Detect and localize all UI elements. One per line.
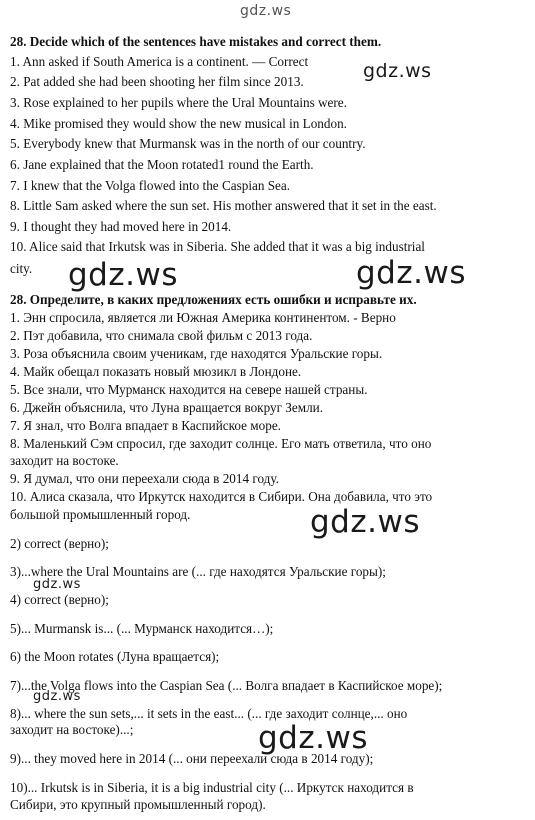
watermark-top: gdz.ws: [240, 3, 292, 19]
russian-sentence: 3. Роза объяснила своим ученикам, где находятся Уральские горы.: [10, 346, 383, 361]
watermark: gdz.ws: [363, 60, 432, 82]
russian-sentence: 6. Джейн объяснила, что Луна вращается вокруг Земли.: [10, 400, 324, 415]
russian-sentence: 4. Майк обещал показать новый мюзикл в Лондоне.: [10, 364, 302, 379]
russian-sentence: 10. Алиса сказала, что Иркутск находится в Сибири. Она добавила, что это: [10, 489, 433, 504]
english-sentence: 10. Alice said that Irkutsk was in Siberia. She added that it was a big industrial: [10, 239, 425, 254]
russian-sentence: большой промышленный город.: [10, 507, 191, 522]
russian-sentence: 7. Я знал, что Волга впадает в Каспийское море.: [10, 418, 281, 433]
watermark: gdz.ws: [33, 577, 81, 592]
english-sentence: 5. Everybody knew that Murmansk was in the north of our country.: [10, 136, 366, 151]
english-sentence: 4. Mike promised they would show the new musical in London.: [10, 116, 347, 131]
english-sentence: 2. Pat added she had been shooting her film since 2013.: [10, 74, 304, 89]
answer-line: 6) the Moon rotates (Луна вращается);: [10, 649, 220, 664]
russian-sentence: 9. Я думал, что они переехали сюда в 2014 году.: [10, 471, 279, 486]
english-sentence: 6. Jane explained that the Moon rotated1 round the Earth.: [10, 157, 314, 172]
russian-sentence: 5. Все знали, что Мурманск находится на севере нашей страны.: [10, 382, 368, 397]
answer-line: 3)...where the Ural Mountains are (... где находятся Уральские горы);: [10, 564, 386, 579]
answer-line: 2) correct (верно);: [10, 536, 109, 551]
answer-line: заходит на востоке)...;: [10, 722, 134, 737]
russian-sentence: заходит на востоке.: [10, 453, 119, 468]
watermark: gdz.ws: [33, 689, 81, 704]
answer-line: 4) correct (верно);: [10, 592, 109, 607]
answer-line: 7)...the Volga flows into the Caspian Sea (... Волга впадает в Каспийское море);: [10, 678, 443, 693]
russian-sentence: 1. Энн спросила, является ли Южная Америка континентом. - Верно: [10, 310, 396, 325]
russian-sentence: 8. Маленький Сэм спросил, где заходит солнце. Его мать ответила, что оно: [10, 436, 432, 451]
russian-sentence: 2. Пэт добавила, что снимала свой фильм с 2013 года.: [10, 328, 313, 343]
answer-line: 5)... Murmansk is... (... Мурманск находится…);: [10, 621, 274, 636]
english-sentence: 1. Ann asked if South America is a continent. — Correct: [10, 54, 309, 69]
english-sentence: 3. Rose explained to her pupils where the Ural Mountains were.: [10, 95, 347, 110]
watermark: gdz.ws: [356, 255, 466, 291]
english-sentence: 7. I knew that the Volga flowed into the Caspian Sea.: [10, 178, 291, 193]
russian-task-title: 28. Определите, в каких предложениях есть ошибки и исправьте их.: [10, 292, 417, 307]
answer-line: Сибири, это крупный промышленный город).: [10, 797, 266, 812]
answer-line: 10)... Irkutsk is in Siberia, it is a big industrial city (... Иркутск находится в: [10, 780, 414, 795]
answer-line: 9)... they moved here in 2014 (... они переехали сюда в 2014 году);: [10, 751, 374, 766]
english-sentence: 8. Little Sam asked where the sun set. His mother answered that it set in the east.: [10, 198, 437, 213]
english-sentence: city.: [10, 261, 33, 276]
watermark: gdz.ws: [68, 257, 178, 293]
watermark: gdz.ws: [258, 720, 368, 756]
watermark: gdz.ws: [310, 504, 420, 540]
answer-line: 8)... where the sun sets,... it sets in the east... (... где заходит солнце,... оно: [10, 706, 408, 721]
english-sentence: 9. I thought they had moved here in 2014.: [10, 219, 232, 234]
english-task-title: 28. Decide which of the sentences have mistakes and correct them.: [10, 34, 382, 49]
